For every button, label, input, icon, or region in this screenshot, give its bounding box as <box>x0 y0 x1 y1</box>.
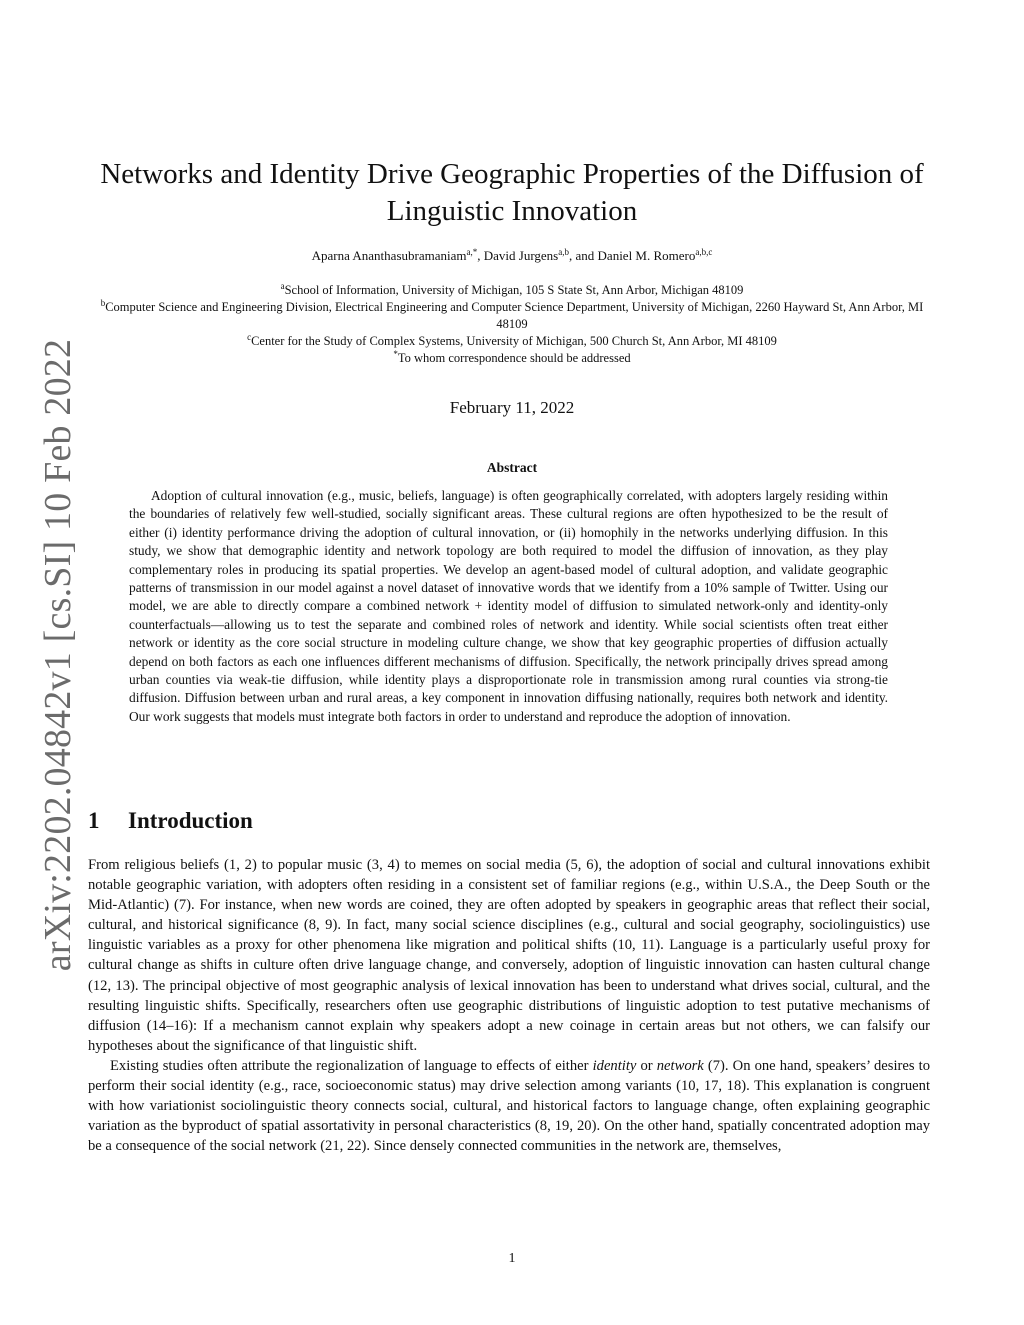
abstract-text: Adoption of cultural innovation (e.g., music, beliefs, language) is often geographically correlated, with adopters largely residing within the boundaries of relatively few well-studied, socially significant areas. These cultural regions are often hypothesized to be the result of either (i) identity performance driving the adoption of cultural innovation, or (ii) homophily in the networks underlying diffusion. In this study, we show that demographic identity and network topology are both required to model the diffusion of innovation, as they play complementary roles in producing its spatial properties. We develop an agent-based model of cultural adoption, and validate geographic patterns of transmission in our model against a novel dataset of innovative words that we identify from a 10% sample of Twitter. Using our model, we are able to directly compare a combined network + identity model of diffusion to simulated network-only and identity-only counterfactuals—allowing us to test the separate and combined roles of network and identity. While social scientists often treat either network or identity as the core social structure in modeling culture change, we show that key geographic properties of diffusion actually depend on both factors as each one influences different mechanisms of diffusion. Specifically, the network principally drives spread among urban counties via weak-tie diffusion, while identity plays a disproportionate role in transmission among rural counties via strong-tie diffusion. Diffusion between urban and rural areas, a key component in innovation diffusing nationally, requires both network and identity. Our work suggests that models must integrate both factors in order to understand and reproduce the adoption of innovation. <box>129 488 888 724</box>
author-affiliation-mark: a,b,c <box>695 247 713 257</box>
correspondence-text: To whom correspondence should be addressed <box>397 351 631 365</box>
paragraph-1: From religious beliefs (1, 2) to popular music (3, 4) to memes on social media (5, 6), the adoption of social and cultural innovations exhibit notable geographic variation, with adopters often residing in a consistent set of familiar regions (e.g., within U.S.A., the Deep South or the Mid-Atlantic) (7). For instance, when new words are coined, they are often adopted by speakers in geographic areas that reflect their social, cultural, and historical significance (8, 9). In fact, many social science disciplines (e.g., cultural and social geography, sociolinguistics) use linguistic variables as a proxy for other phenomena like migration and political shifts (10, 11). Language is a particularly useful proxy for cultural change as shifts in culture often drive language change, and conversely, adoption of linguistic innovation can hasten cultural change (12, 13). The principal objective of most geographic analysis of lexical innovation has been to understand what drives social, cultural, and the resulting linguistic shifts. Specifically, researchers often use geographic distributions of linguistic adoption to test putative mechanisms of diffusion (14–16): If a mechanism cannot explain why speakers adopt a new coinage in certain areas but not others, we can falsify our hypotheses about the significance of that linguistic shift. <box>88 857 930 1054</box>
author-separator: , and <box>569 248 598 263</box>
abstract-heading: Abstract <box>486 460 538 475</box>
paper-title: Networks and Identity Drive Geographic Properties of the Diffusion of Linguistic Innovation <box>100 158 924 227</box>
author-affiliation-mark: a,b <box>558 247 569 257</box>
affiliation-mark: * <box>393 349 398 359</box>
author-affiliation-mark: a,* <box>466 247 478 257</box>
emphasis-identity: identity <box>592 1057 637 1074</box>
paragraph-2-part: (7). On one hand, speakers’ desires to perform their social identity (e.g., race, socioeconomic status) may drive selection among variants (10, 17, 18). This explanation is congruent with how variationist sociolinguistic theory connects social, cultural, and historical factors to language change, often explaining geographic variation as the byproduct of spatial assortativity in personal characteristics (8, 19, 20). On the other hand, spatially concentrated adoption may be a consequence of the social network (21, 22). Since densely connected communities in the network are, themselves, <box>88 1057 930 1155</box>
affiliation-text: Computer Science and Engineering Division, Electrical Engineering and Computer Science Department, University of Michigan, 2260 Hayward St, Ann Arbor, MI 48109 <box>105 300 924 331</box>
affiliation-mark: b <box>100 298 106 308</box>
publication-date: February 11, 2022 <box>449 398 575 417</box>
affiliation-text: School of Information, University of Michigan, 105 S State St, Ann Arbor, Michigan 48109 <box>284 283 744 297</box>
section-number: 1 <box>88 808 100 833</box>
author-name: Aparna Ananthasubramaniam <box>311 248 467 263</box>
author-list <box>90 248 934 264</box>
paragraph-2-part: or <box>636 1057 657 1074</box>
paragraph-2 <box>88 1056 930 1156</box>
affiliation-mark: c <box>247 332 252 342</box>
arxiv-identifier-text: arXiv:2202.04842v1 [cs.SI] 10 Feb 2022 <box>37 338 79 972</box>
author-separator: , <box>477 248 484 263</box>
page-number: 1 <box>508 1251 516 1266</box>
affiliation-b <box>90 299 934 333</box>
section-heading <box>88 808 253 834</box>
emphasis-network: network <box>656 1057 704 1074</box>
section-title: Introduction <box>128 808 253 833</box>
affiliation-text: Center for the Study of Complex Systems, University of Michigan, 500 Church St, Ann Arbor, MI 48109 <box>251 334 777 348</box>
author-name: Daniel M. Romero <box>597 248 696 263</box>
author-name: David Jurgens <box>483 248 559 263</box>
affiliation-list <box>90 282 934 367</box>
correspondence-note <box>90 350 934 367</box>
affiliation-a <box>90 282 934 299</box>
paragraph-2-part: Existing studies often attribute the regionalization of language to effects of either <box>110 1057 593 1074</box>
affiliation-c <box>90 333 934 350</box>
body-text <box>88 855 930 1156</box>
affiliation-mark: a <box>280 281 285 291</box>
